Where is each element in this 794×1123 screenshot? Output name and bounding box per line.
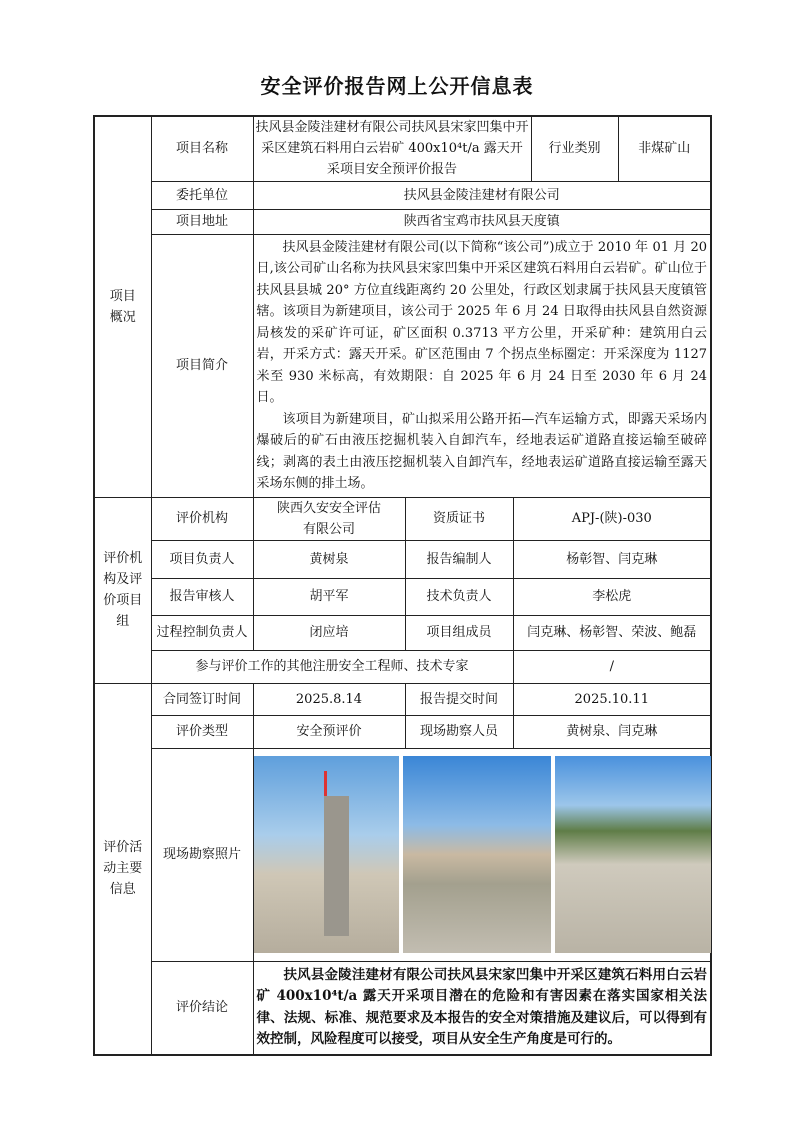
address: 陕西省宝鸡市扶风县天度镇 <box>253 209 711 234</box>
photos-label: 现场勘察照片 <box>151 748 253 961</box>
lead: 黄树泉 <box>253 540 405 578</box>
cert-label: 资质证书 <box>405 497 513 540</box>
page-title: 安全评价报告网上公开信息表 <box>260 74 534 98</box>
section-overview: 项目 概况 <box>94 116 151 497</box>
project-name: 扶风县金陵洼建材有限公司扶风县宋家凹集中开采区建筑石料用白云岩矿 400x10⁴t/a 露天开采项目安全预评价报告 <box>253 116 531 181</box>
industry: 非煤矿山 <box>618 116 711 181</box>
summary-paragraph: 扶风县金陵洼建材有限公司(以下简称“该公司”)成立于 2010 年 01 月 20 日,该公司矿山名称为扶风县宋家凹集中开采区建筑石料用白云岩矿。矿山位于扶风县县城 20° 方位直线距离约 20 公里处，行政区划隶属于扶风县天度镇管辖。该项目为新建项目，该公司于 2025 年 6 月 24 日取得由扶风县自然资源局核发的采矿许可证，矿区面积 0.3713 平方公里，开采矿种：建筑用白云岩，开采方式：露天开采。矿区范围由 7 个拐点坐标圈定：开采深度为 1127 米至 930 米标高，有效期限：自 2025 年 6 月 24 日至 2030 年 6 月 24 日。 <box>256 239 708 405</box>
submit-label: 报告提交时间 <box>405 683 513 715</box>
summary-paragraph: 该项目为新建项目，矿山拟采用公路开拓—汽车运输方式，即露天采场内爆破后的矿石由液压挖掘机装入自卸汽车，经地表运矿道路直接运输至破碎线；剥离的表土由液压挖掘机装入自卸汽车，经地表运矿道路直接运输至露天采场东侧的排土场。 <box>256 411 708 491</box>
client: 扶风县金陵洼建材有限公司 <box>253 181 711 209</box>
members: 闫克琳、杨彰智、荣波、鲍磊 <box>513 615 711 650</box>
process: 闭应培 <box>253 615 405 650</box>
summary-label: 项目简介 <box>151 234 253 497</box>
address-label: 项目地址 <box>151 209 253 234</box>
members-label: 项目组成员 <box>405 615 513 650</box>
contract: 2025.8.14 <box>253 683 405 715</box>
org: 陕西久安安全评估有限公司 <box>253 497 405 540</box>
summary <box>253 234 711 497</box>
site-photo <box>555 756 711 953</box>
lead-label: 项目负责人 <box>151 540 253 578</box>
photos <box>253 748 711 961</box>
client-label: 委托单位 <box>151 181 253 209</box>
conclusion-label: 评价结论 <box>151 961 253 1055</box>
process-label: 过程控制负责人 <box>151 615 253 650</box>
survey: 黄树泉、闫克琳 <box>513 715 711 748</box>
section-activity: 评价活动主要信息 <box>94 683 151 1055</box>
type: 安全预评价 <box>253 715 405 748</box>
others: / <box>513 650 711 683</box>
author-label: 报告编制人 <box>405 540 513 578</box>
conclusion: 扶风县金陵洼建材有限公司扶风县宋家凹集中开采区建筑石料用白云岩矿 400x10⁴t/a 露天开采项目潜在的危险和有害因素在落实国家相关法律、法规、标准、规范要求及本报告的安全对策措施及建议后，可以得到有效控制，风险程度可以接受，项目从安全生产角度是可行的。 <box>253 961 711 1055</box>
survey-label: 现场勘察人员 <box>405 715 513 748</box>
tech: 李松虎 <box>513 578 711 615</box>
org-label: 评价机构 <box>151 497 253 540</box>
site-photo <box>254 756 399 953</box>
section-team: 评价机构及评价项目组 <box>94 497 151 683</box>
author: 杨彰智、闫克琳 <box>513 540 711 578</box>
cert: APJ-(陕)-030 <box>513 497 711 540</box>
tech-label: 技术负责人 <box>405 578 513 615</box>
type-label: 评价类型 <box>151 715 253 748</box>
reviewer: 胡平军 <box>253 578 405 615</box>
others-label: 参与评价工作的其他注册安全工程师、技术专家 <box>151 650 513 683</box>
reviewer-label: 报告审核人 <box>151 578 253 615</box>
submit: 2025.10.11 <box>513 683 711 715</box>
info-table <box>93 115 712 1056</box>
industry-label: 行业类别 <box>531 116 618 181</box>
contract-label: 合同签订时间 <box>151 683 253 715</box>
project-name-label: 项目名称 <box>151 116 253 181</box>
site-photo <box>403 756 551 953</box>
